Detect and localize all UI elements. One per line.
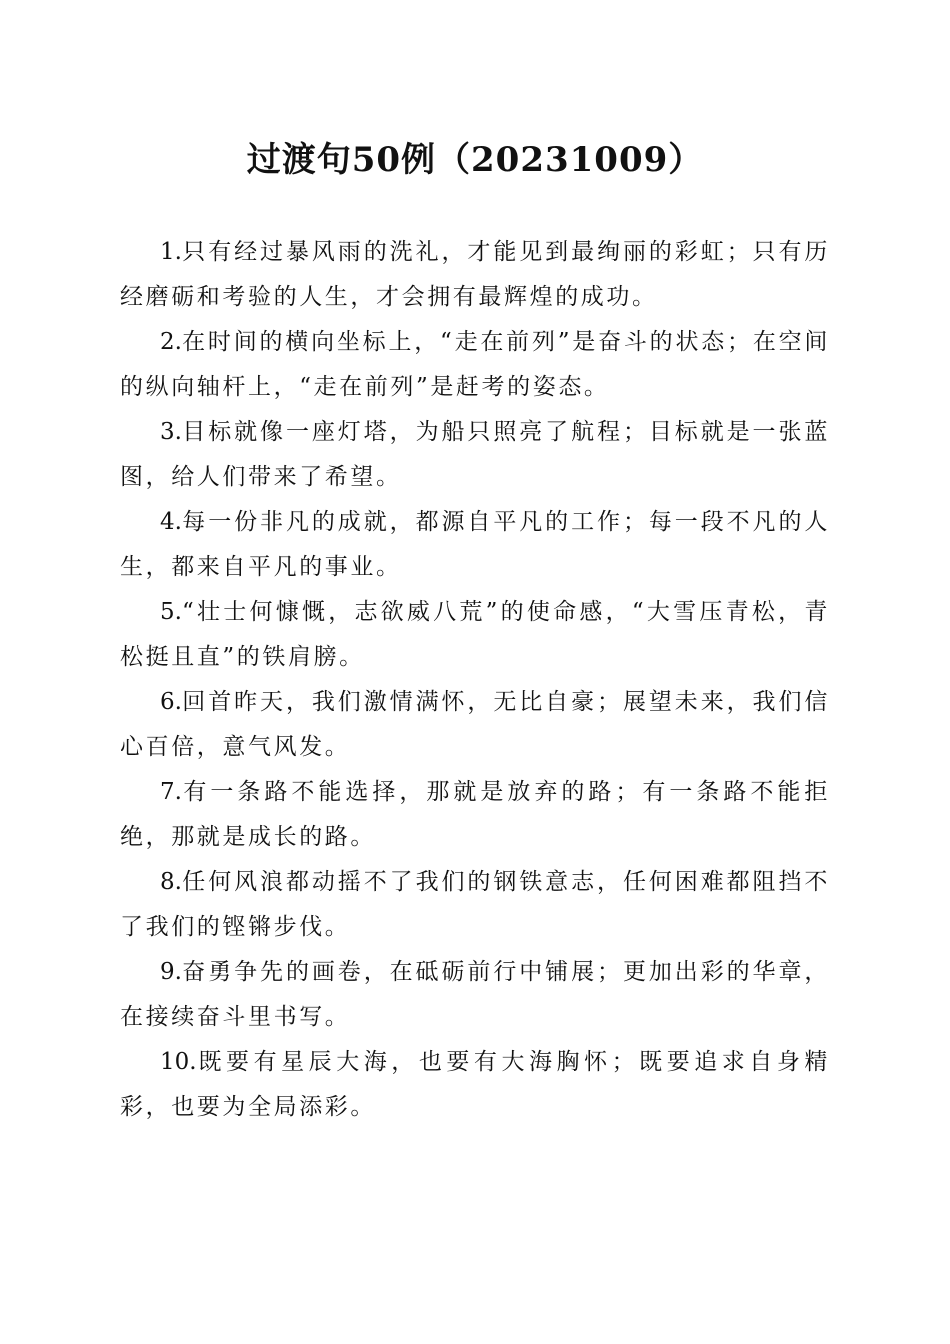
item-text: 目标就像一座灯塔，为船只照亮了航程；目标就是一张蓝图，给人们带来了希望。 (120, 419, 830, 490)
item-text: 奋勇争先的画卷，在砥砺前行中铺展；更加出彩的华章，在接续奋斗里书写。 (120, 959, 830, 1030)
item-text: 每一份非凡的成就，都源自平凡的工作；每一段不凡的人生，都来自平凡的事业。 (120, 509, 830, 580)
document-title: 过渡句50例（20231009） (246, 140, 704, 180)
item-number: 8. (160, 869, 182, 895)
item-text: 既要有星辰大海，也要有大海胸怀；既要追求自身精彩，也要为全局添彩。 (120, 1049, 830, 1120)
list-item (120, 500, 830, 590)
item-number: 3. (160, 419, 182, 445)
item-text: 有一条路不能选择，那就是放弃的路；有一条路不能拒绝，那就是成长的路。 (120, 779, 830, 850)
list-item (120, 590, 830, 680)
item-number: 9. (160, 959, 182, 985)
list-item (120, 680, 830, 770)
list-item (120, 410, 830, 500)
item-text: 只有经过暴风雨的洗礼，才能见到最绚丽的彩虹；只有历经磨砺和考验的人生，才会拥有最辉煌的成功。 (120, 239, 830, 310)
item-text: 任何风浪都动摇不了我们的钢铁意志，任何困难都阻挡不了我们的铿锵步伐。 (120, 869, 830, 940)
item-number: 2. (160, 329, 182, 355)
list-item (120, 770, 830, 860)
item-number: 4. (160, 509, 182, 535)
list-item (120, 320, 830, 410)
item-number: 1. (160, 239, 182, 265)
list-item (120, 860, 830, 950)
list-item (120, 950, 830, 1040)
item-number: 7. (160, 779, 182, 805)
item-number: 5. (160, 599, 182, 625)
item-text: 回首昨天，我们激情满怀，无比自豪；展望未来，我们信心百倍，意气风发。 (120, 689, 830, 760)
item-number: 10. (160, 1049, 197, 1075)
item-text: 在时间的横向坐标上，“走在前列”是奋斗的状态；在空间的纵向轴杆上，“走在前列”是赶考的姿态。 (120, 329, 830, 400)
list-item (120, 1040, 830, 1130)
document-body (120, 230, 830, 1130)
item-number: 6. (160, 689, 182, 715)
item-text: “壮士何慷慨，志欲威八荒”的使命感，“大雪压青松，青松挺且直”的铁肩膀。 (120, 599, 830, 670)
list-item (120, 230, 830, 320)
